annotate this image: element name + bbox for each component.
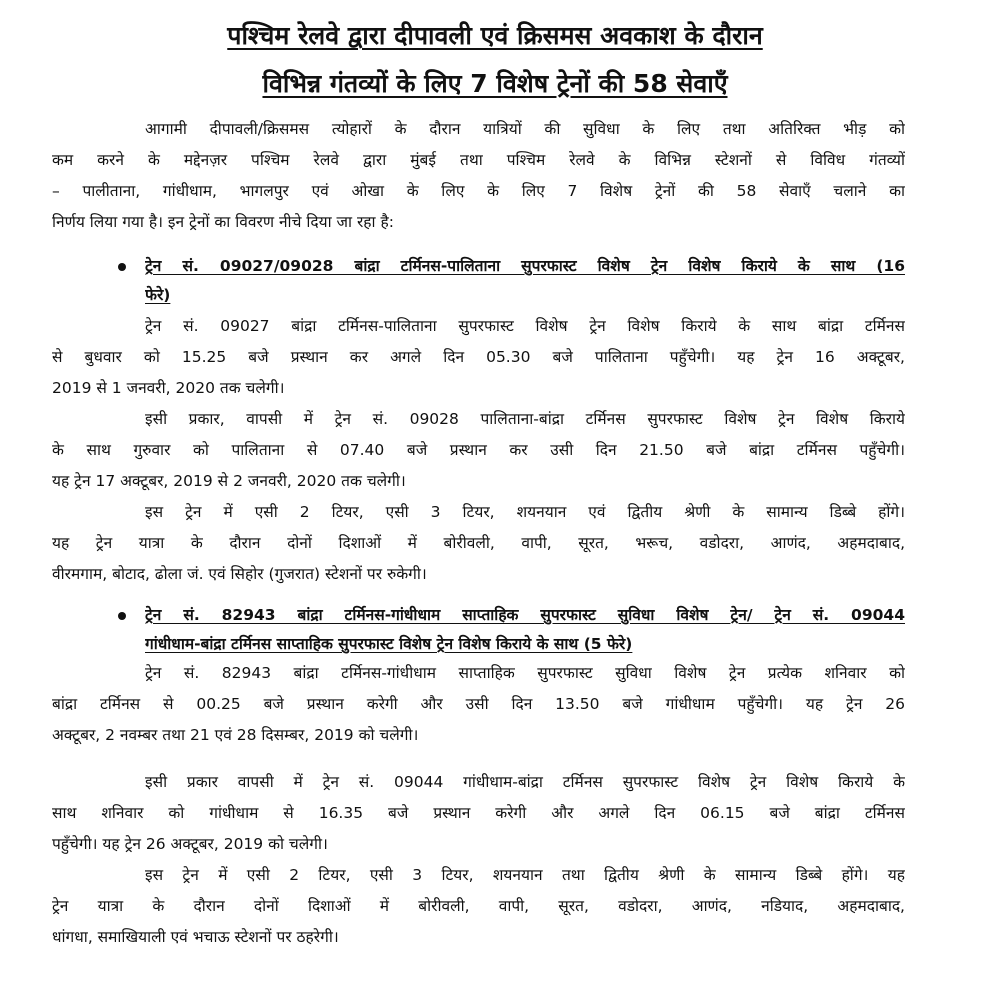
- intro-line: निर्णय लिया गया है। इन ट्रेनों का विवरण नीचे दिया जा रहा है:: [52, 213, 394, 231]
- body-line: साथ शनिवार को गांधीधाम से 16.35 बजे प्रस्थान करेगी और अगले दिन 06.15 बजे बांद्रा टर्मिनस: [52, 804, 905, 822]
- body-line: इसी प्रकार, वापसी में ट्रेन सं. 09028 पालिताना-बांद्रा टर्मिनस सुपरफास्ट विशेष ट्रेन विशेष किराये: [145, 410, 905, 428]
- section-heading-line: ट्रेन सं. 09027/09028 बांद्रा टर्मिनस-पालिताना सुपरफास्ट विशेष ट्रेन विशेष किराये के साथ (16: [145, 257, 905, 275]
- body-line: के साथ गुरुवार को पालिताना से 07.40 बजे प्रस्थान कर उसी दिन 21.50 बजे बांद्रा टर्मिनस पहुँचेगी।: [52, 441, 905, 459]
- bullet-icon: [118, 263, 126, 271]
- body-line: अक्टूबर, 2 नवम्बर तथा 21 एवं 28 दिसम्बर, 2019 को चलेगी।: [52, 726, 419, 744]
- body-line: इस ट्रेन में एसी 2 टियर, एसी 3 टियर, शयनयान एवं द्वितीय श्रेणी के सामान्य डिब्बे होंगे।: [145, 503, 905, 521]
- body-line: से बुधवार को 15.25 बजे प्रस्थान कर अगले दिन 05.30 बजे पालिताना पहुँचेगी। यह ट्रेन 16 अक्टूबर,: [52, 348, 905, 366]
- body-line: यह ट्रेन 17 अक्टूबर, 2019 से 2 जनवरी, 2020 तक चलेगी।: [52, 472, 406, 490]
- body-line: धांगधा, समाखियाली एवं भचाऊ स्टेशनों पर ठहरेगी।: [52, 928, 339, 946]
- body-line: इस ट्रेन में एसी 2 टियर, एसी 3 टियर, शयनयान तथा द्वितीय श्रेणी के सामान्य डिब्बे होंगे। यह: [145, 866, 905, 884]
- intro-line: आगामी दीपावली/क्रिसमस त्योहारों के दौरान यात्रियों की सुविधा के लिए तथा अतिरिक्त भीड़ को: [145, 120, 905, 138]
- document-title-line-2: विभिन्न गंतव्यों के लिए 7 विशेष ट्रेनों की 58 सेवाएँ: [262, 69, 728, 98]
- intro-line: कम करने के मद्देनज़र पश्चिम रेलवे द्वारा मुंबई तथा पश्चिम रेलवे के विभिन्न स्टेशनों से विविध गंतव्यों: [52, 151, 905, 169]
- body-line: 2019 से 1 जनवरी, 2020 तक चलेगी।: [52, 379, 285, 397]
- section-heading-line: फेरे): [145, 286, 171, 304]
- document-title-line-1: पश्चिम रेलवे द्वारा दीपावली एवं क्रिसमस अवकाश के दौरान: [227, 21, 763, 50]
- body-line: ट्रेन यात्रा के दौरान दोनों दिशाओं में बोरीवली, वापी, सूरत, वडोदरा, आणंद, नडियाद, अहमदाबाद,: [52, 897, 905, 915]
- bullet-icon: [118, 612, 126, 620]
- body-line: बांद्रा टर्मिनस से 00.25 बजे प्रस्थान करेगी और उसी दिन 13.50 बजे गांधीधाम पहुँचेगी। यह ट्रेन 26: [52, 695, 905, 713]
- section-heading-line: गांधीधाम-बांद्रा टर्मिनस साप्ताहिक सुपरफास्ट विशेष ट्रेन विशेष किराये के साथ (5 फेरे): [145, 635, 633, 653]
- body-line: यह ट्रेन यात्रा के दौरान दोनों दिशाओं में बोरीवली, वापी, सूरत, भरूच, वडोदरा, आणंद, अहमदाबाद,: [52, 534, 905, 552]
- section-heading-line: ट्रेन सं. 82943 बांद्रा टर्मिनस-गांधीधाम साप्ताहिक सुपरफास्ट सुविधा विशेष ट्रेन/ ट्रेन सं. 09044: [145, 606, 905, 624]
- body-line: ट्रेन सं. 82943 बांद्रा टर्मिनस-गांधीधाम साप्ताहिक सुपरफास्ट सुविधा विशेष ट्रेन प्रत्येक शनिवार को: [145, 664, 905, 682]
- body-line: ट्रेन सं. 09027 बांद्रा टर्मिनस-पालिताना सुपरफास्ट विशेष ट्रेन विशेष किराये के साथ बांद्रा टर्मिनस: [145, 317, 905, 335]
- intro-line: – पालीताना, गांधीधाम, भागलपुर एवं ओखा के लिए के लिए 7 विशेष ट्रेनों की 58 सेवाएँ चलाने का: [52, 182, 905, 200]
- body-line: पहुँचेगी। यह ट्रेन 26 अक्टूबर, 2019 को चलेगी।: [52, 835, 328, 853]
- body-line: इसी प्रकार वापसी में ट्रेन सं. 09044 गांधीधाम-बांद्रा टर्मिनस सुपरफास्ट विशेष ट्रेन विशेष किराये के: [145, 773, 905, 791]
- body-line: वीरमगाम, बोटाद, ढोला जं. एवं सिहोर (गुजरात) स्टेशनों पर रुकेगी।: [52, 565, 427, 583]
